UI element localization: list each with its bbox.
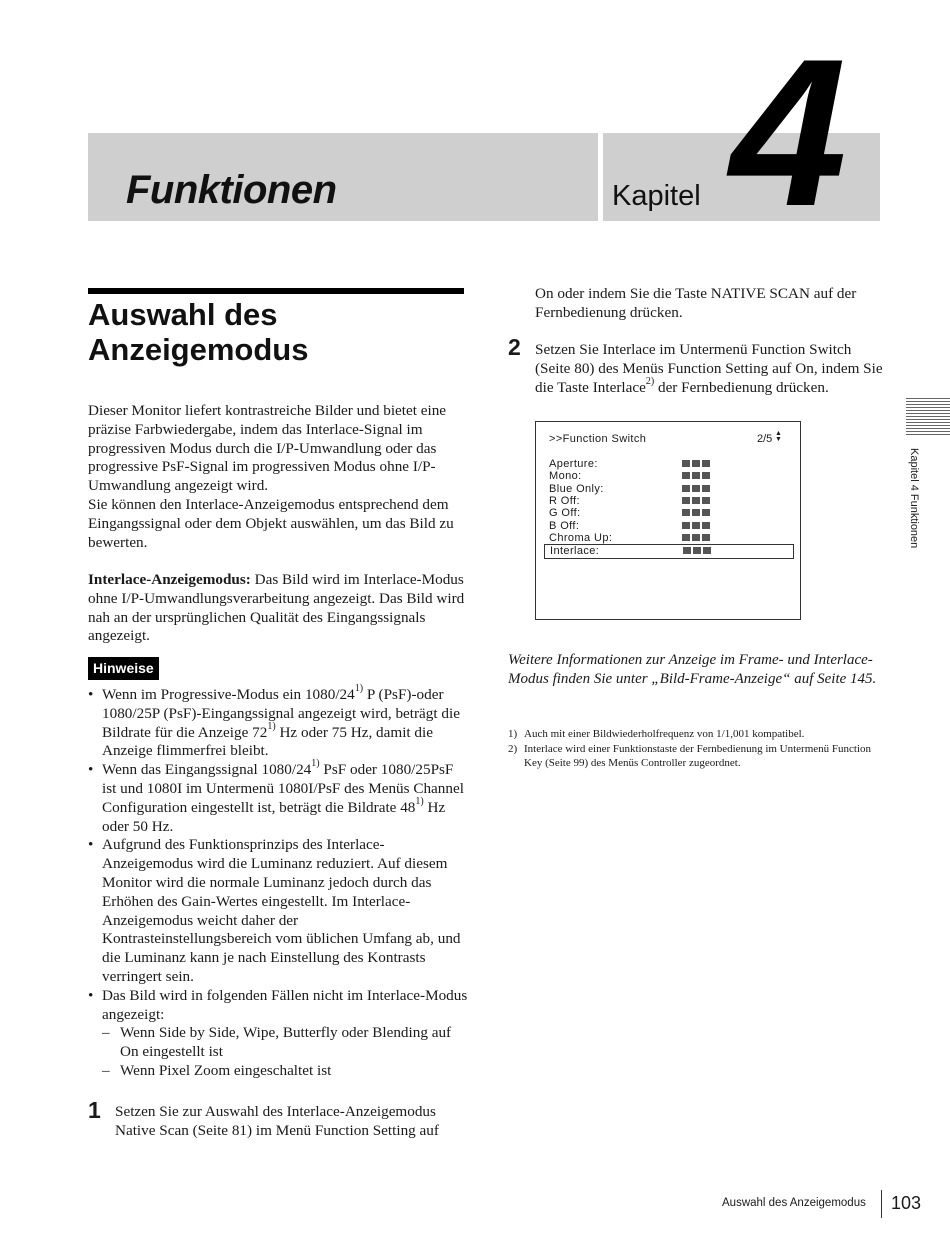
section-title-line2: Anzeigemodus [88,332,309,367]
step-2-number: 2 [508,334,521,360]
page-number: 103 [891,1193,922,1213]
list-item: • Wenn das Eingangssignal 1080/24$^{1)}$ PsF oder 1080/25PsF ist und 1080I im Untermenü 1080I/PsF des Menüs Channel Configuration eingestellt ist, beträgt die Bildrate 48$^{1)}$ Hz oder 50 Hz. [88,758,464,835]
side-tab-lines [906,398,950,438]
menu-item-value-blocks [682,485,710,492]
intro-paragraph-2: Sie können den Interlace-Anzeigemodus entsprechend dem Eingangssignal oder dem Objekt auswählen, um das Bild zu bewerten. [88,495,454,551]
dash-mark: – [102,1024,110,1042]
chapter-title: Funktionen [126,168,337,212]
up-down-arrows-icon: ▲▼ [775,430,782,443]
menu-item-value-blocks [682,509,710,516]
footnote-ref: 1) [415,795,424,807]
step-1-continuation: On oder indem Sie die Taste NATIVE SCAN auf der Fernbedienung drücken. [535,285,857,321]
footnote-number: 1) [508,728,518,740]
menu-item-value-blocks [682,472,710,479]
section-rule [88,288,464,294]
footnote-1 [508,728,878,742]
footnote-text: Auch mit einer Bildwiederholfrequenz von 1/1,001 kompatibel. [524,728,805,740]
chapter-label: Kapitel [612,180,701,212]
menu-item-value-blocks [682,522,710,529]
menu-item-label: Blue Only: [549,482,604,495]
footnote-ref: 1) [311,758,320,770]
function-switch-menu [535,421,801,620]
menu-item-value-blocks [682,497,710,504]
menu-title: >>Function Switch [549,433,647,445]
side-tab [904,448,920,568]
sub-list-item: – Wenn Side by Side, Wipe, Butterfly oder Blending auf On eingestellt ist [102,1024,452,1061]
menu-item-label: B Off: [549,519,580,532]
footnote-ref: 1) [354,682,364,694]
menu-item[interactable] [544,544,794,559]
step-1-number: 1 [88,1097,101,1123]
menu-item-label: Chroma Up: [549,531,613,544]
sub-list-item: – Wenn Pixel Zoom eingeschaltet ist [102,1061,332,1079]
footnote-2 [508,743,878,770]
menu-page-indicator: 2/5 [757,433,773,445]
footer-divider [881,1190,882,1218]
footnote-ref: 1) [267,720,276,732]
menu-item-label: Aperture: [549,458,598,470]
step-1-text: Setzen Sie zur Auswahl des Interlace-Anzeigemodus Native Scan (Seite 81) im Menü Function Setting auf [115,1103,439,1139]
bullet-mark: • [88,836,94,854]
step-2-text: Setzen Sie Interlace im Untermenü Function Switch (Seite 80) des Menüs Function Setting auf On, indem Sie die Taste Interlace$^{2)}$ der Fernbedienung drücken. [535,341,883,396]
side-tab-label: Kapitel 4 Funktionen [908,448,920,549]
menu-item-label: Mono: [549,470,582,483]
list-item: • Wenn im Progressive-Modus ein 1080/24$^{1)}$ P (PsF)-oder 1080/25P (PsF)-Eingangssignal angezeigt wird, beträgt die Bildrate für die Anzeige 72$^{1)}$ Hz oder 75 Hz, damit die Anzeige flimmerfrei bleibt. [88,682,460,760]
bullet-mark: • [88,686,94,703]
menu-item-label: G Off: [549,507,581,520]
see-also-note: Weitere Informationen zur Anzeige im Frame- und Interlace-Modus finden Sie unter „Bild-Frame-Anzeige“ auf Seite 145. [508,652,877,687]
menu-item-label: R Off: [549,494,580,507]
notes-label: Hinweise [88,657,159,680]
interlace-mode-label: Interlace-Anzeigemodus: [88,571,251,588]
dash-mark: – [102,1061,110,1079]
footer-section-title: Auswahl des Anzeigemodus [722,1197,866,1209]
intro-text [88,402,468,552]
list-item: • Das Bild wird in folgenden Fällen nicht im Interlace-Modus angezeigt: [88,986,468,1023]
intro-paragraph-1: Dieser Monitor liefert kontrastreiche Bilder und bietet eine präzise Farbwiedergabe, indem das Interlace-Signal im progressiven Modus durch die I/P-Umwandlung oder das progressive PsF-Signal im progressiven Modus ohne I/P-Umwandlung angezeigt wird. [88,402,447,495]
interlace-mode-paragraph [88,571,468,646]
menu-item-label: Interlace: [550,545,600,558]
bullet-mark: • [88,986,94,1004]
menu-item-value-blocks [682,534,710,541]
list-item: • Aufgrund des Funktionsprinzips des Interlace-Anzeigemodus wird die Luminanz reduziert. Auf diesem Monitor wird die normale Luminanz jedoch durch das Erhöhen des Gain-Wertes eingestellt. Im Interlace-Anzeigemodus weicht daher der Kontrasteinstellungsbereich vom üblichen Umfang ab, und die Luminanz kann je nach Einstellung des Kontrasts verringert sein. [88,836,461,985]
menu-item-value-blocks [682,460,710,467]
menu-item-value-blocks [683,547,711,554]
bullet-mark: • [88,761,94,779]
section-title [88,297,464,367]
chapter-number: 4 [730,15,843,250]
footnote-ref: 2) [645,375,655,387]
section-title-line1: Auswahl des [88,297,278,332]
footnote-text: Interlace wird einer Funktionstaste der Fernbedienung im Untermenü Function Key (Seite 99) des Menüs Controller zugeordnet. [524,743,872,769]
footnote-number: 2) [508,743,518,755]
interlace-mode-text: Das Bild wird im Interlace-Modus ohne I/P-Umwandlungsverarbeitung angezeigt. Das Bild wird nah an der ursprünglichen Qualität des Eingangssignals angezeigt. [88,571,465,645]
notes-list [88,682,468,1081]
